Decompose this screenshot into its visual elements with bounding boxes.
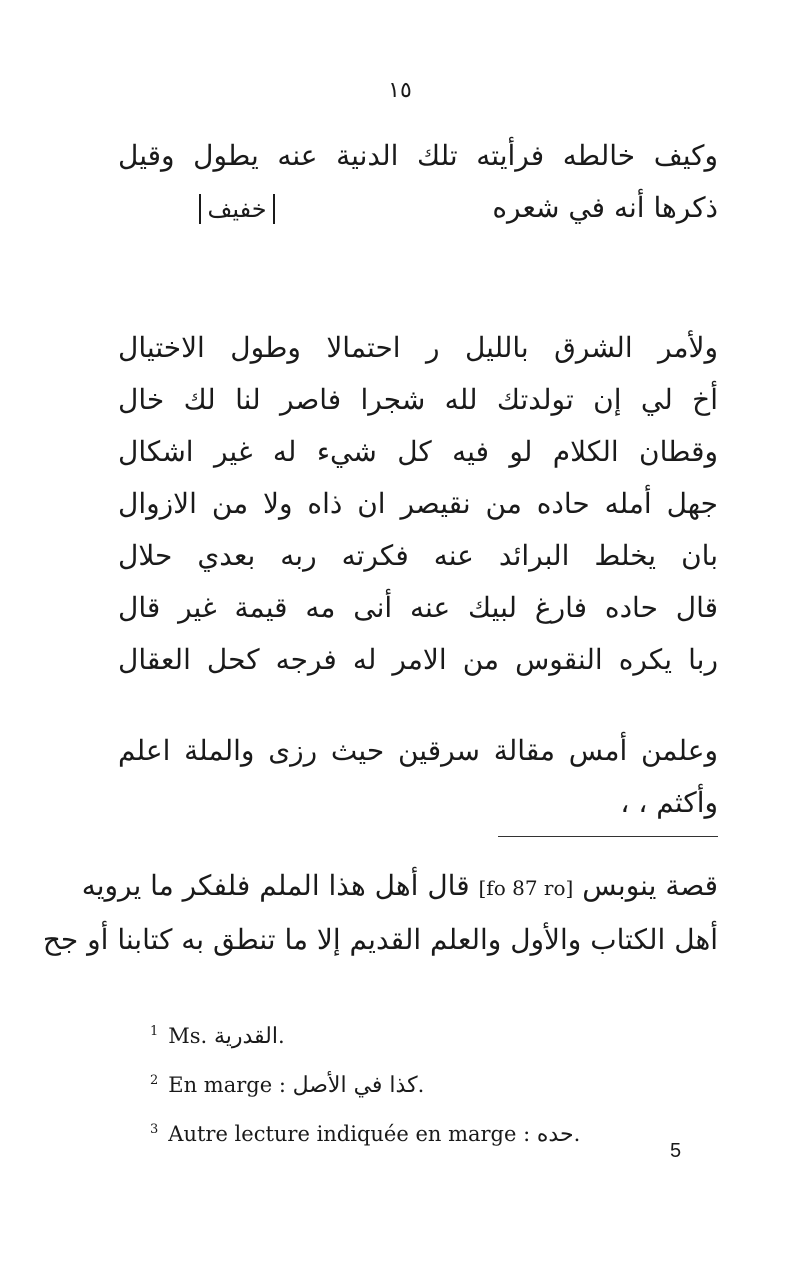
footnote-number: 2 xyxy=(150,1073,159,1088)
footnote-arabic: حده xyxy=(536,1122,574,1147)
story-line-2: أهل الكتاب والأول والعلم القديم إلا ما تنطق به كتابنا أو جح xyxy=(42,923,718,956)
section-divider xyxy=(498,836,718,837)
poem-line: أخ لي إن تولدتك لله شجرا فاصر لنا لك خال xyxy=(118,383,718,416)
footnote-label: Ms. xyxy=(168,1024,208,1048)
closing-line-1: وعلمن أمس مقالة سرقين حيث رزى والملة اعلم xyxy=(118,734,718,767)
poem-line: بان يخلط البرائد عنه فكرته ربه بعدي حلال xyxy=(118,539,718,572)
intro-line-2 xyxy=(118,182,718,234)
story-heading: قصة ينوبس xyxy=(582,869,718,902)
footnote-number: 1 xyxy=(150,1024,159,1039)
footnote-arabic: كذا في الأصل xyxy=(292,1073,418,1098)
story-paragraph xyxy=(42,860,718,966)
intro-paragraph xyxy=(118,130,718,234)
poem-line: جهل أمله حاده من نقيصر ان ذاه ولا من الازوال xyxy=(118,487,718,520)
poem-line: قال حاده فارغ لبيك عنه أنى مه قيمة غير قال xyxy=(118,591,718,624)
footnote-suffix: . xyxy=(573,1122,581,1146)
page-number-top: ١٥ xyxy=(388,78,412,103)
intro-line-2-text: ذكرها أنه في شعره xyxy=(492,191,718,224)
story-line-1 xyxy=(81,860,718,914)
closing-paragraph xyxy=(118,725,718,829)
footnote-suffix: . xyxy=(277,1024,285,1048)
footnote-label: Autre lecture indiquée en marge : xyxy=(168,1122,531,1146)
footnote xyxy=(150,1010,710,1059)
footnote-arabic: القدرية xyxy=(213,1024,278,1049)
poem-line: وقطان الكلام لو فيه كل شيء له غير اشكال xyxy=(118,435,718,468)
poem-line: ربا يكره النقوس من الامر له فرجه كحل العقال xyxy=(118,643,718,676)
intro-line-1: وكيف خالطه فرأيته تلك الدنية عنه يطول وقيل xyxy=(118,139,718,172)
footnote-label: En marge : xyxy=(168,1073,286,1097)
footnote xyxy=(150,1059,710,1108)
footnote xyxy=(150,1108,710,1157)
closing-line-2: وأكثم ، ، xyxy=(620,786,718,819)
footnote-suffix: . xyxy=(417,1073,425,1097)
poem xyxy=(118,322,718,686)
footnote-number: 3 xyxy=(150,1122,159,1137)
footnotes xyxy=(150,1010,710,1157)
poem-line: ولأمر الشرق بالليل ر احتمالا وطول الاختيال xyxy=(118,331,718,364)
meter-bracket: خفيف xyxy=(199,194,274,224)
story-line-1-text: قال أهل هذا الملم فلفكر ما يرويه xyxy=(81,869,470,902)
folio-marker: [fo 87 ro] xyxy=(478,876,574,900)
page-number-bottom: 5 xyxy=(670,1140,682,1162)
